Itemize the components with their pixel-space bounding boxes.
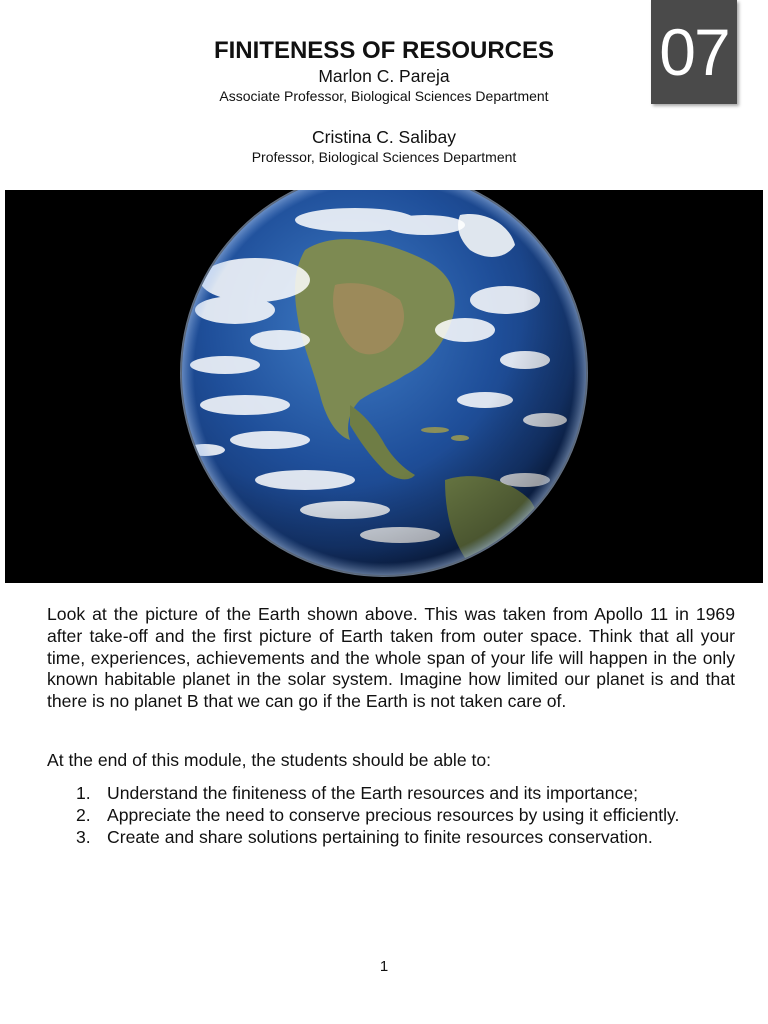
earth-photo	[5, 190, 763, 583]
objectives-lead: At the end of this module, the students should be able to:	[47, 750, 492, 770]
author-role: Professor, Biological Sciences Department	[251, 149, 517, 165]
chapter-number-badge: 07	[651, 0, 737, 104]
objective-number: 1.	[76, 783, 91, 803]
author-role: Associate Professor, Biological Sciences Department	[219, 88, 549, 104]
objective-text: Create and share solutions pertaining to finite resources conservation.	[107, 826, 653, 847]
objective-text: Understand the finiteness of the Earth resources and its importance;	[107, 783, 639, 803]
author-name: Cristina C. Salibay	[312, 127, 456, 147]
objective-item	[76, 805, 735, 827]
objective-number: 3.	[76, 826, 91, 847]
document-title: FINITENESS OF RESOURCES	[213, 37, 555, 64]
objective-number: 2.	[76, 804, 91, 825]
page-number: 1	[379, 958, 389, 975]
objective-item	[76, 827, 735, 849]
objective-text: Appreciate the need to conserve precious resources by using it efficiently.	[107, 804, 680, 825]
earth-illustration	[5, 190, 763, 583]
objectives-list	[76, 783, 735, 848]
intro-paragraph: Look at the picture of the Earth shown above. This was taken from Apollo 11 in 1969 after take-off and the first picture of Earth taken from outer space. Think that all your time, experiences, achievements and the whole span of your life will happen in the only known habitable planet in the solar system. Imagine how limited our planet is and that there is no planet B that we can go if the Earth is not taken care of.	[47, 604, 735, 712]
objective-item	[76, 783, 735, 805]
author-name: Marlon C. Pareja	[318, 66, 450, 86]
